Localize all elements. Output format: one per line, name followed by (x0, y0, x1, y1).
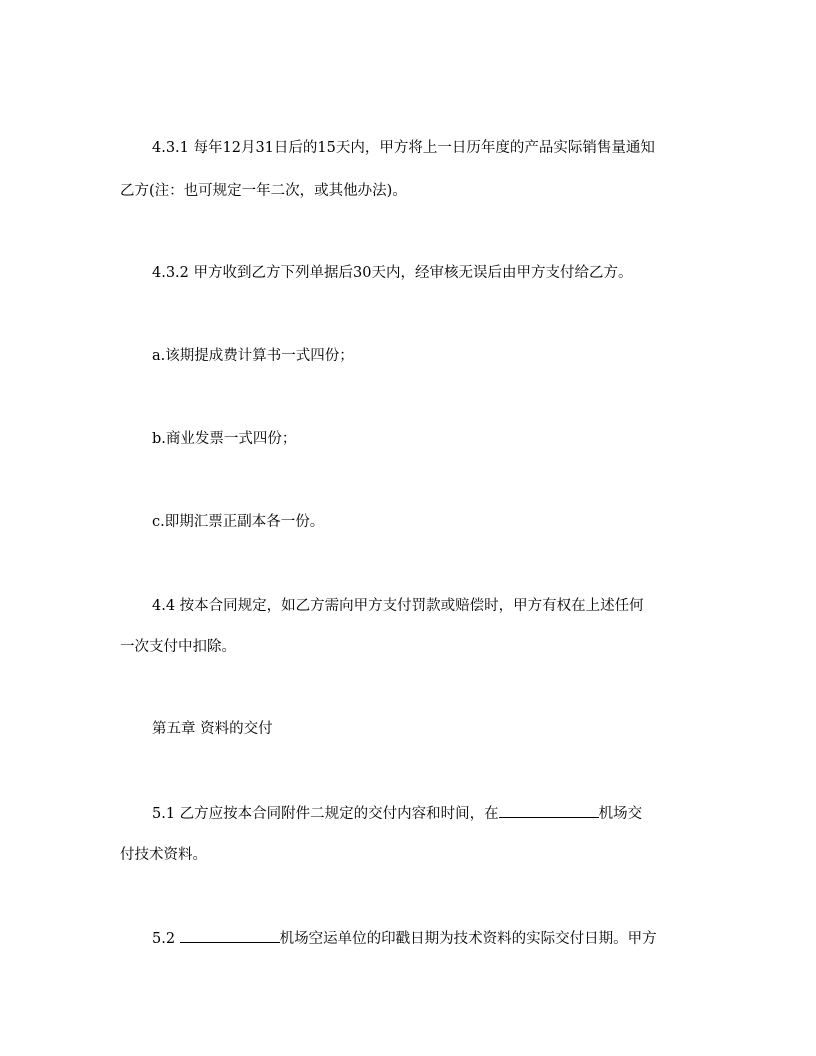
paragraph-4-3-1-line-1: 4.3.1 每年12月31日后的15天内，甲方将上一日历年度的产品实际销售量通知 (152, 140, 655, 156)
list-item-b: b.商业发票一式四份； (152, 431, 297, 447)
paragraph-5-2-text-after: 机场空运单位的印戳日期为技术资料的实际交付日期。甲方 (279, 931, 657, 947)
paragraph-5-1-line-2: 付技术资料。 (120, 847, 207, 863)
fill-in-blank-airport-2 (180, 928, 280, 943)
paragraph-5-1-line-1 (152, 803, 700, 824)
paragraph-5-2-text-before: 5.2 (152, 931, 180, 947)
paragraph-5-1-text-after: 机场交 (598, 806, 643, 822)
fill-in-blank-airport (499, 803, 599, 818)
paragraph-4-4-line-2: 一次支付中扣除。 (120, 639, 236, 655)
list-item-c: c.即期汇票正副本各一份。 (152, 514, 325, 530)
paragraph-5-2-line-1 (152, 928, 700, 949)
paragraph-4-3-2: 4.3.2 甲方收到乙方下列单据后30天内，经审核无误后由甲方支付给乙方。 (152, 265, 633, 281)
paragraph-4-4-line-1: 4.4 按本合同规定，如乙方需向甲方支付罚款或赔偿时，甲方有权在上述任何 (152, 598, 644, 614)
list-item-a: a.该期提成费计算书一式四份； (152, 348, 354, 364)
paragraph-4-3-1-line-2: 乙方(注：也可规定一年二次，或其他办法)。 (120, 183, 407, 199)
paragraph-5-1-text-before: 5.1 乙方应按本合同附件二规定的交付内容和时间，在 (152, 806, 499, 822)
chapter-5-heading: 第五章 资料的交付 (152, 721, 273, 737)
